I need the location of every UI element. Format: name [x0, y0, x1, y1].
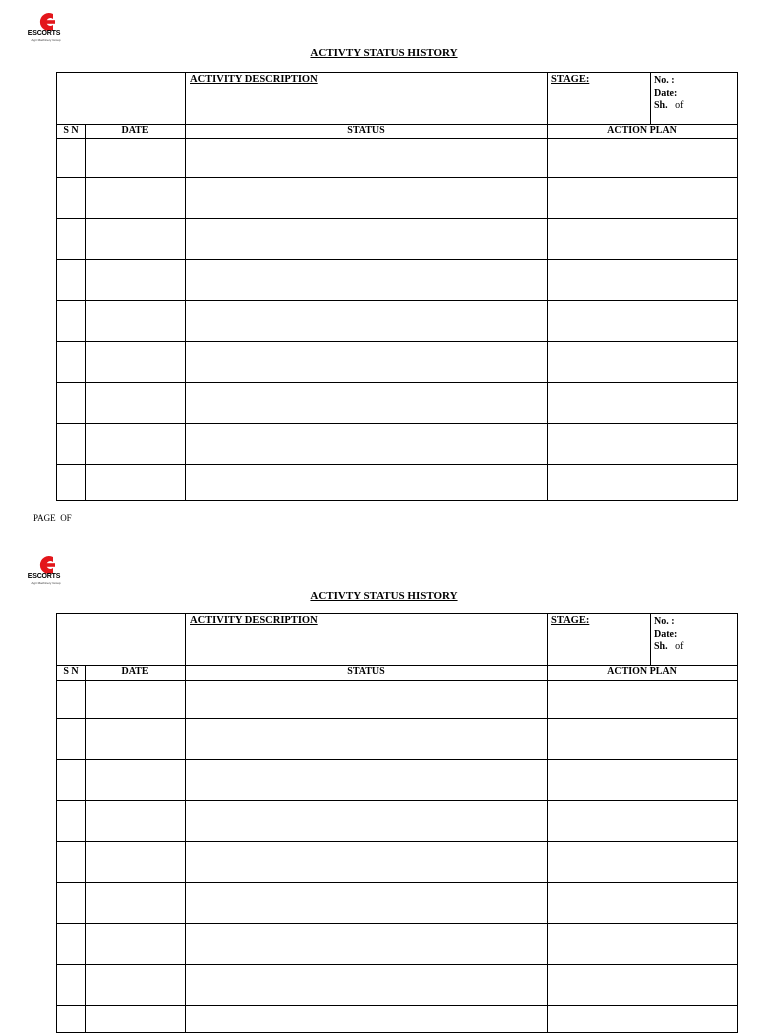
table-row [57, 300, 737, 301]
logo-brand-text: ESCORTS [27, 30, 61, 37]
table-row [57, 177, 737, 178]
table-row [57, 882, 737, 883]
table-row [57, 800, 737, 801]
table-row [57, 841, 737, 842]
table-row [57, 964, 737, 965]
status-history-table [56, 613, 738, 1033]
sheet-label: Sh. [654, 100, 668, 111]
escorts-logo [26, 12, 70, 44]
table-row [57, 1005, 737, 1006]
table-row [57, 759, 737, 760]
page-footer [33, 513, 72, 523]
column-header-action-plan: ACTION PLAN [607, 666, 677, 677]
no-label: No. : [654, 616, 675, 627]
table-row [57, 259, 737, 260]
activity-description-label: ACTIVITY DESCRIPTION [190, 74, 318, 85]
column-header-date: DATE [121, 125, 149, 136]
column-header-action-plan: ACTION PLAN [607, 125, 677, 136]
table-row [57, 382, 737, 383]
date-label: Date: [654, 628, 678, 640]
sheet-of-label: of [675, 641, 684, 652]
no-label: No. : [654, 75, 675, 86]
table-row [57, 923, 737, 924]
activity-description-label: ACTIVITY DESCRIPTION [190, 615, 318, 626]
column-header-date: DATE [121, 666, 149, 677]
form-title: ACTIVTY STATUS HISTORY [310, 590, 458, 602]
table-row [57, 423, 737, 424]
stage-label: STAGE: [551, 74, 590, 85]
table-row [57, 218, 737, 219]
escorts-logo-mark [26, 12, 70, 32]
column-header-status: STATUS [347, 125, 385, 136]
page-of-label: OF [60, 513, 72, 523]
escorts-logo [26, 555, 70, 587]
stage-label: STAGE: [551, 615, 590, 626]
column-header-status: STATUS [347, 666, 385, 677]
table-row [57, 341, 737, 342]
logo-tagline: Agri Machinery Group [31, 38, 61, 42]
table-row [57, 718, 737, 719]
page-label: PAGE [33, 513, 56, 523]
table-row [57, 464, 737, 465]
doc-meta-block [654, 616, 683, 654]
status-history-table [56, 72, 738, 501]
logo-brand-text: ESCORTS [27, 573, 61, 580]
doc-meta-block [654, 75, 683, 113]
logo-tagline: Agri Machinery Group [31, 581, 61, 585]
form-title: ACTIVTY STATUS HISTORY [310, 47, 458, 59]
date-label: Date: [654, 87, 678, 99]
sheet-of-label: of [675, 100, 684, 111]
sheet-label: Sh. [654, 641, 668, 652]
column-header-sn: S N [63, 125, 79, 136]
column-header-sn: S N [63, 666, 79, 677]
escorts-logo-mark [26, 555, 70, 575]
